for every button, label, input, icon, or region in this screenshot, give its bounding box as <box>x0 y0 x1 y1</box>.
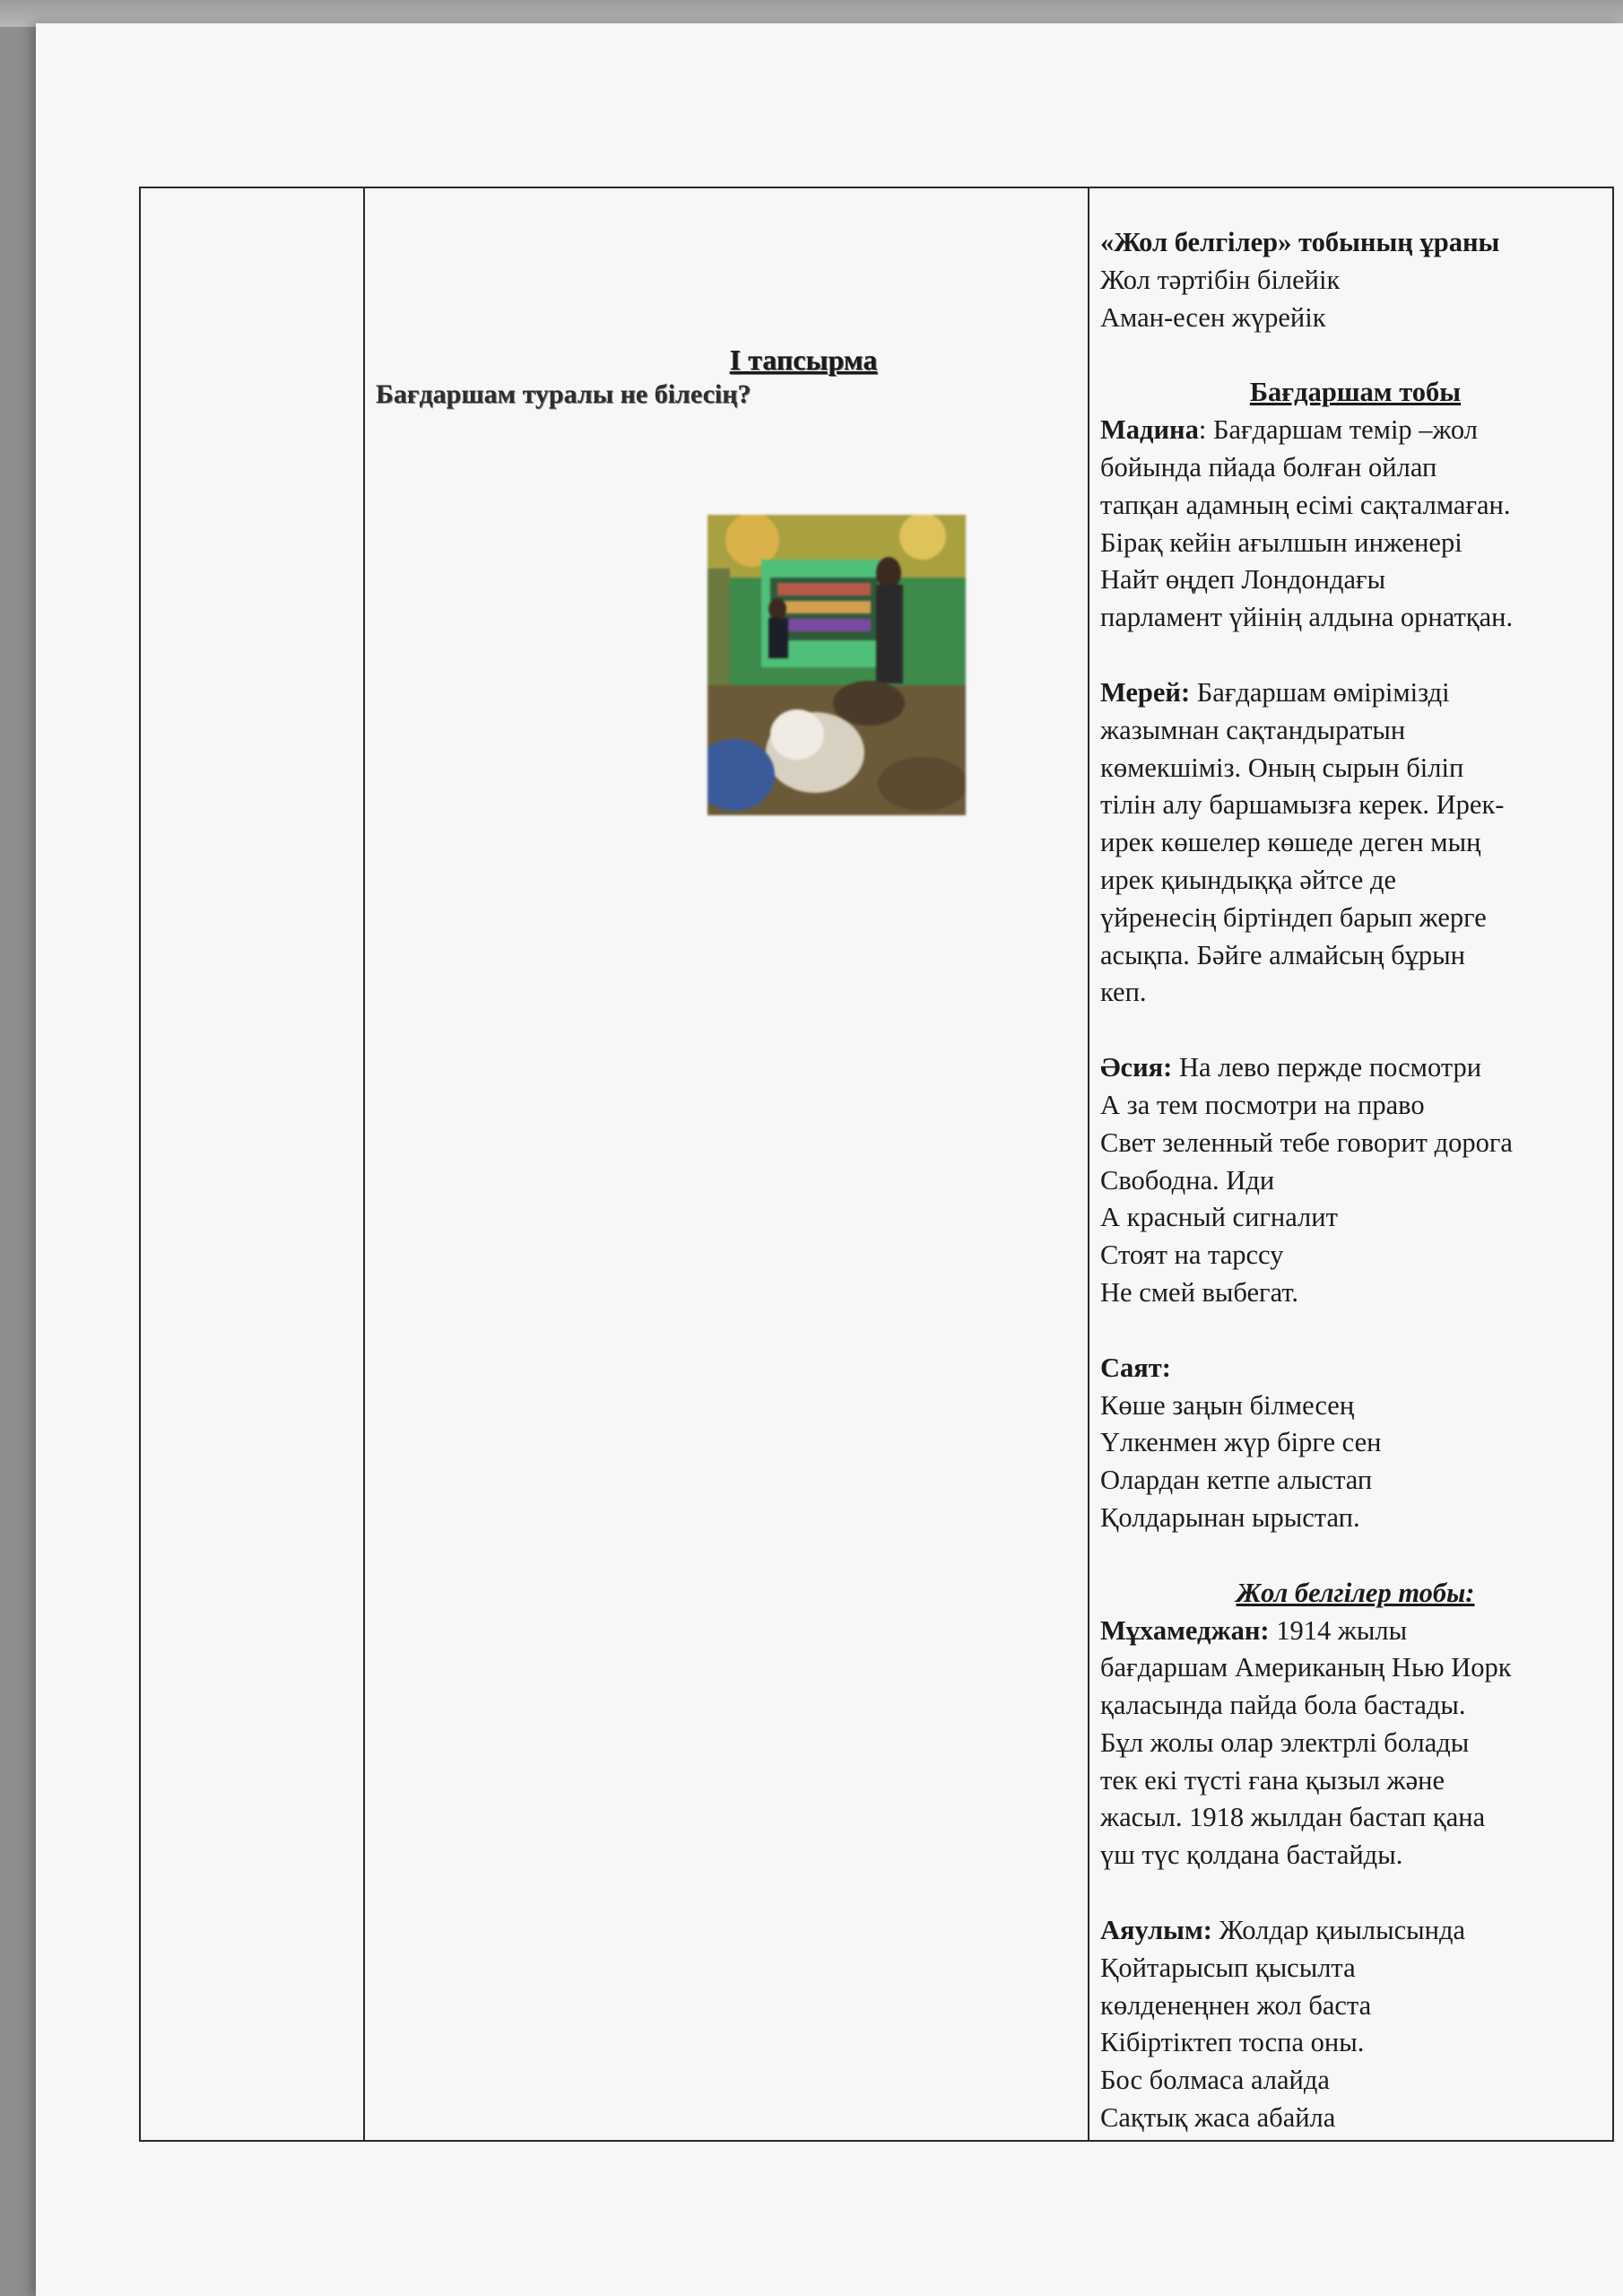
speaker-line: Мұхамеджан: 1914 жылы <box>1100 1614 1408 1646</box>
speech-line: тек екі түсті ғана қызыл және <box>1100 1764 1445 1796</box>
speech-line: Бірақ кейін ағылшын инженері <box>1100 526 1462 558</box>
speech-line: кеп. <box>1100 977 1147 1008</box>
speech-line: үйренесің біртіндеп барып жерге <box>1100 901 1487 933</box>
speech-line: ирек қиындыққа әйтсе де <box>1100 864 1397 895</box>
speech-line: ирек көшелер көшеде деген мың <box>1100 827 1481 858</box>
speaker-name: Әсия: <box>1100 1052 1173 1083</box>
speech-line: Стоят на тарссу <box>1100 1239 1284 1271</box>
speech-line: Қойтарысып қысылта <box>1100 1952 1356 1983</box>
speech-line: бағдаршам Американың Нью Иорк <box>1100 1652 1512 1683</box>
speech-line: А красный сигналит <box>1100 1202 1338 1233</box>
chant-title: «Жол белгілер» тобының ұраны <box>1100 227 1500 257</box>
classroom-photo <box>707 515 966 815</box>
speaker-line: Мадина: Бағдаршам темір –жол <box>1100 414 1478 446</box>
speech-line: А за тем посмотри на право <box>1100 1089 1425 1120</box>
speech-line: Найт өңдеп Лондондағы <box>1100 564 1386 596</box>
table-column-right <box>1089 188 1614 2140</box>
speech-line: көлденеңнен жол баста <box>1100 1989 1372 2021</box>
lesson-table <box>139 187 1614 2142</box>
speech-line: тілін алу баршамызға керек. Ирек- <box>1100 789 1505 821</box>
speech-line: тапқан адамның есімі сақталмаған. <box>1100 489 1511 520</box>
speaker-line: Мерей: Бағдаршам өміріміздi <box>1100 676 1450 708</box>
task-question: Бағдаршам туралы не білесің? <box>376 379 751 409</box>
speech-line: Не смей выбегат. <box>1100 1276 1298 1308</box>
speech-line: үш түс қолдана бастайды. <box>1100 1839 1403 1871</box>
table-column-left <box>141 188 365 2140</box>
speaker-name: Мадина <box>1100 414 1199 446</box>
speech-line: Бұл жолы олар электрлі болады <box>1100 1726 1470 1758</box>
speech-line: Көше заңын білмесең <box>1100 1389 1355 1421</box>
speaker-line: Аяулым: Жолдар қиылысында <box>1100 1915 1466 1946</box>
speech-line: бойында пйада болған ойлап <box>1100 451 1437 483</box>
speech-line: Үлкенмен жүр бірге сен <box>1100 1427 1382 1458</box>
chant-line: Жол тәртібін білейік <box>1100 264 1341 295</box>
speech-line: парламент үйінің алдына орнатқан. <box>1100 602 1514 633</box>
speech-line: Олардан кетпе алыстап <box>1100 1465 1373 1496</box>
speech-line: жазымнан сақтандыратын <box>1100 714 1406 745</box>
speech-line: Свет зеленный тебе говорит дорога <box>1100 1126 1513 1158</box>
group-title: Жол белгілер тобы: <box>1236 1577 1475 1608</box>
speech-line: қаласында пайда бола бастады. <box>1100 1690 1466 1721</box>
group-title: Бағдаршам тобы <box>1249 377 1462 408</box>
speech-line: асықпа. Бәйге алмайсың бұрын <box>1100 939 1465 970</box>
speech-line: жасыл. 1918 жылдан бастап қана <box>1100 1802 1486 1833</box>
speech-line: Кібіртіктеп тоспа оны. <box>1100 2027 1365 2058</box>
speech-line: Бос болмаса алайда <box>1100 2065 1330 2096</box>
speech-line: көмекшіміз. Оның сырын біліп <box>1100 752 1464 783</box>
speech-line: Қолдарынан ырыстап. <box>1100 1501 1360 1533</box>
speaker-line: Әсия: На лево пержде посмотри <box>1100 1052 1482 1083</box>
speech-line: Сақтық жаса абайла <box>1100 2102 1336 2134</box>
speaker-name: Саят: <box>1100 1352 1171 1383</box>
chant-line: Аман-есен жүрейік <box>1100 301 1326 333</box>
speaker-name: Аяулым: <box>1100 1915 1212 1946</box>
speech-line: Свободна. Иди <box>1100 1164 1275 1196</box>
speaker-name: Мұхамеджан: <box>1100 1614 1270 1646</box>
table-column-middle <box>365 188 1089 2140</box>
speaker-name: Мерей: <box>1100 676 1191 708</box>
document-page <box>36 23 1623 2296</box>
task-title: І тапсырма <box>729 344 878 376</box>
